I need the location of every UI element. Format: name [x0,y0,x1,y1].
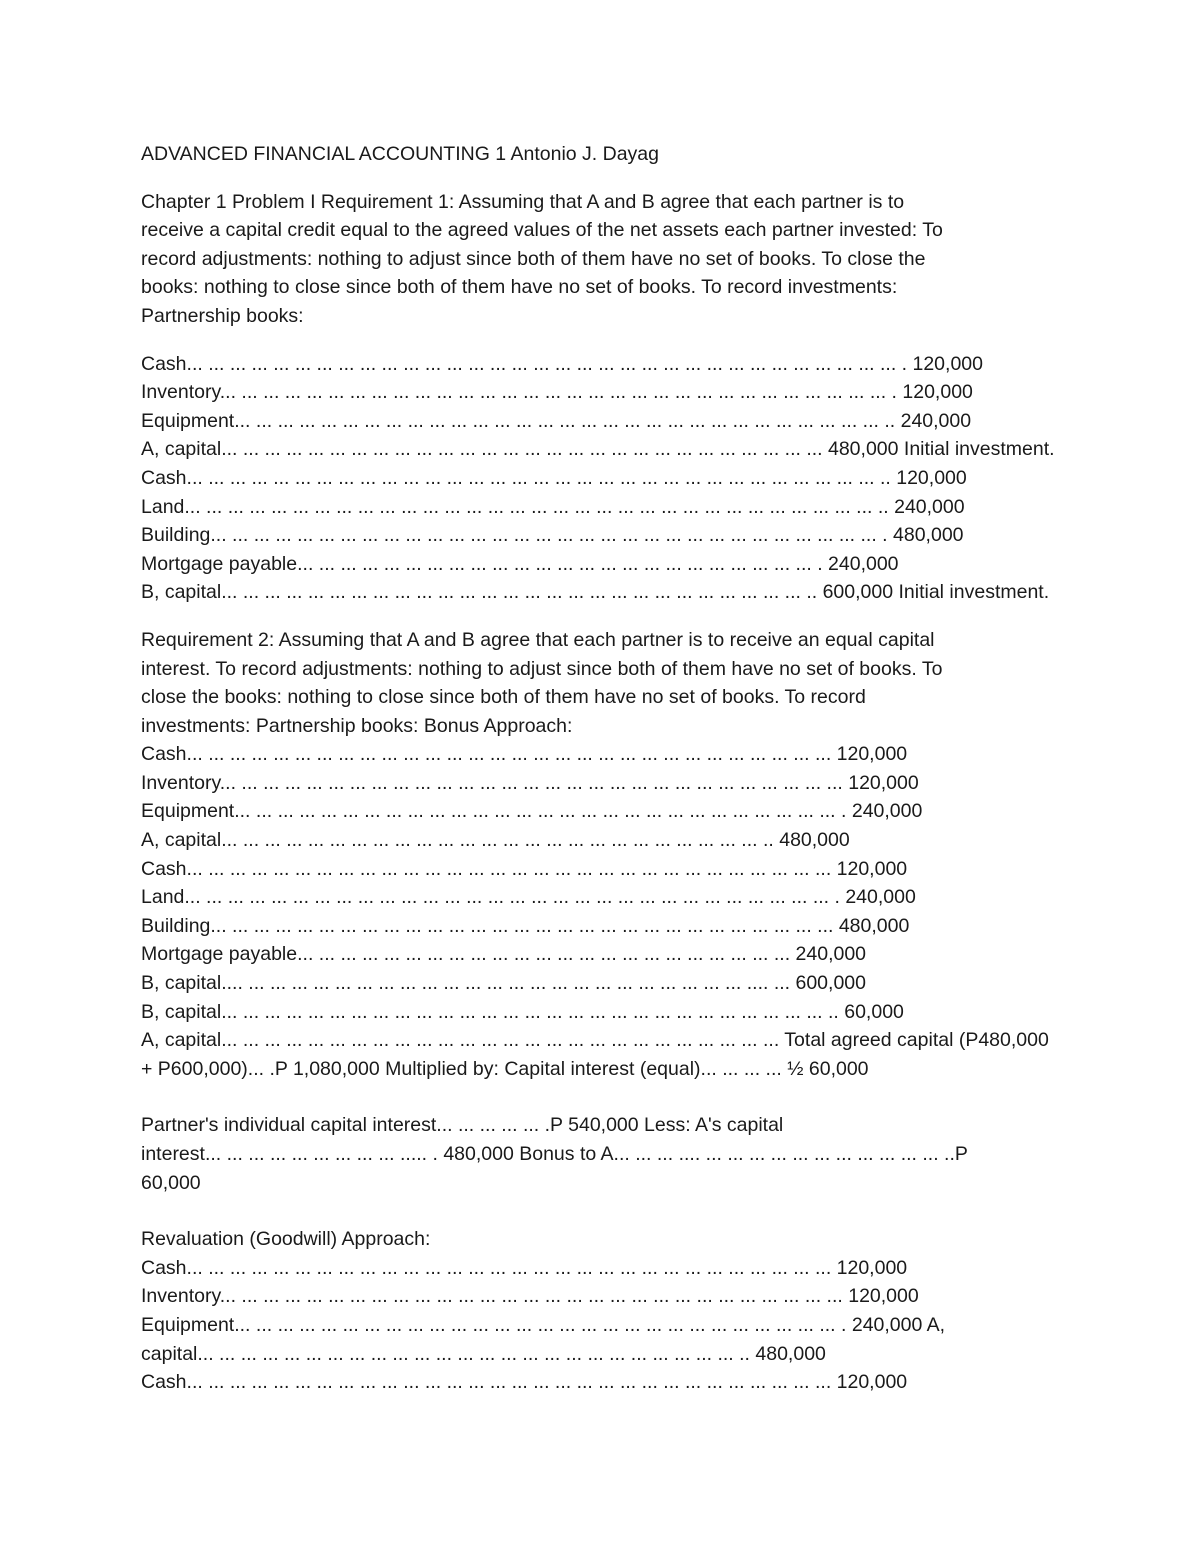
journal-line: Cash... ... ... ... ... ... ... ... ... ... ... ... ... ... ... ... ... ... ... ... ... ... ... ... ... ... ... ... ... ... ... ... ... . 120,000 [141,352,983,375]
journal-line: Cash... ... ... ... ... ... ... ... ... ... ... ... ... ... ... ... ... ... ... ... ... ... ... ... ... ... ... ... ... ... 120,000 [141,1256,908,1279]
journal-line: Mortgage payable... ... ... ... ... ... ... ... ... ... ... ... ... ... ... ... ... ... ... ... ... ... ... ... . 240,000 [141,552,899,575]
intro-paragraph [141,188,1071,331]
document-header: ADVANCED FINANCIAL ACCOUNTING 1 Antonio J. Dayag [141,143,659,165]
journal-line: B, capital... ... ... ... ... ... ... ... ... ... ... ... ... ... ... ... ... ... ... ... ... ... ... ... ... ... ... ... .. 60,000 [141,1000,904,1023]
req1-journal-entries [141,350,1071,607]
journal-line: Cash... ... ... ... ... ... ... ... ... ... ... ... ... ... ... ... ... ... ... ... ... ... ... ... ... ... ... ... ... ... 120,000 [141,743,908,766]
bonus-line: Partner's individual capital interest... ... ... ... ... .P 540,000 Less: A's capital [141,1114,784,1137]
req2-line: investments: Partnership books: Bonus Approach: [141,714,573,737]
journal-line: Building... ... ... ... ... ... ... ... ... ... ... ... ... ... ... ... ... ... ... ... ... ... ... ... ... ... ... ... ... 480,000 [141,914,910,937]
goodwill-section [141,1225,1071,1397]
journal-line: B, capital.... ... ... ... ... ... ... ... ... ... ... ... ... ... ... ... ... ... ... ... ... ... ... ... .... ... 600,000 [141,972,866,995]
journal-line: A, capital... ... ... ... ... ... ... ... ... ... ... ... ... ... ... ... ... ... ... ... ... ... ... ... ... .. 480,000 [141,829,850,852]
req2-journal-entries [141,740,1071,1083]
journal-line: Inventory... ... ... ... ... ... ... ... ... ... ... ... ... ... ... ... ... ... ... ... ... ... ... ... ... ... ... ... ... 120,000 [141,1285,919,1308]
intro-line: receive a capital credit equal to the agreed values of the net assets each partner invested: To [141,219,943,242]
journal-line: Equipment... ... ... ... ... ... ... ... ... ... ... ... ... ... ... ... ... ... ... ... ... ... ... ... ... ... ... ... . 240,000 [141,800,923,823]
req2-line: close the books: nothing to close since both of them have no set of books. To record [141,686,866,709]
req2-line: interest. To record adjustments: nothing to adjust since both of them have no set of books. To [141,657,943,680]
goodwill-heading: Revaluation (Goodwill) Approach: [141,1228,431,1251]
journal-line: B, capital... ... ... ... ... ... ... ... ... ... ... ... ... ... ... ... ... ... ... ... ... ... ... ... ... ... ... .. 600,000 Initial investment. [141,581,1050,604]
journal-line: Cash... ... ... ... ... ... ... ... ... ... ... ... ... ... ... ... ... ... ... ... ... ... ... ... ... ... ... ... ... ... 120,000 [141,1371,908,1394]
journal-line: Mortgage payable... ... ... ... ... ... ... ... ... ... ... ... ... ... ... ... ... ... ... ... ... ... ... 240,000 [141,943,867,966]
journal-line: Building... ... ... ... ... ... ... ... ... ... ... ... ... ... ... ... ... ... ... ... ... ... ... ... ... ... ... ... ... ... ... . 480,000 [141,524,964,547]
journal-line: Land... ... ... ... ... ... ... ... ... ... ... ... ... ... ... ... ... ... ... ... ... ... ... ... ... ... ... ... ... ... ... ... .. 240,000 [141,495,965,518]
journal-line: Cash... ... ... ... ... ... ... ... ... ... ... ... ... ... ... ... ... ... ... ... ... ... ... ... ... ... ... ... ... ... 120,000 [141,857,908,880]
bonus-line: 60,000 [141,1171,201,1194]
bonus-calculation [141,1111,1071,1197]
journal-line: A, capital... ... ... ... ... ... ... ... ... ... ... ... ... ... ... ... ... ... ... ... ... ... ... ... ... ... Total agreed capital (P480,000 [141,1029,1049,1052]
intro-line: record adjustments: nothing to adjust since both of them have no set of books. To close the [141,247,926,270]
journal-line: + P600,000)... .P 1,080,000 Multiplied by: Capital interest (equal)... ... ... ... ½ 60,000 [141,1057,869,1080]
req2-line: Requirement 2: Assuming that A and B agree that each partner is to receive an equal capital [141,628,935,651]
intro-line: Partnership books: [141,304,304,327]
bonus-line: interest... ... ... ... ... ... ... ... ... ..... . 480,000 Bonus to A... ... ... .... ... ... ... ... ... ... ... ... ... ... ... ..P [141,1143,968,1165]
intro-line: Chapter 1 Problem I Requirement 1: Assuming that A and B agree that each partner is to [141,190,905,213]
journal-line: A, capital... ... ... ... ... ... ... ... ... ... ... ... ... ... ... ... ... ... ... ... ... ... ... ... ... ... ... ... 480,000 Initial investment. [141,438,1055,461]
journal-line: Land... ... ... ... ... ... ... ... ... ... ... ... ... ... ... ... ... ... ... ... ... ... ... ... ... ... ... ... ... ... . 240,000 [141,886,916,909]
journal-line: Inventory... ... ... ... ... ... ... ... ... ... ... ... ... ... ... ... ... ... ... ... ... ... ... ... ... ... ... ... ... 120,000 [141,771,919,794]
journal-line: capital... ... ... ... ... ... ... ... ... ... ... ... ... ... ... ... ... ... ... ... ... ... ... ... ... .. 480,000 [141,1342,826,1365]
document-page [141,140,1071,1397]
req2-paragraph [141,626,1071,740]
intro-line: books: nothing to close since both of them have no set of books. To record investments: [141,276,898,299]
journal-line: Cash... ... ... ... ... ... ... ... ... ... ... ... ... ... ... ... ... ... ... ... ... ... ... ... ... ... ... ... ... ... ... ... .. 120,000 [141,466,967,489]
journal-line: Inventory... ... ... ... ... ... ... ... ... ... ... ... ... ... ... ... ... ... ... ... ... ... ... ... ... ... ... ... ... ... ... . 120,000 [141,381,973,404]
journal-line: Equipment... ... ... ... ... ... ... ... ... ... ... ... ... ... ... ... ... ... ... ... ... ... ... ... ... ... ... ... . 240,000 A, [141,1313,946,1336]
journal-line: Equipment... ... ... ... ... ... ... ... ... ... ... ... ... ... ... ... ... ... ... ... ... ... ... ... ... ... ... ... ... ... .. 240,000 [141,409,972,432]
